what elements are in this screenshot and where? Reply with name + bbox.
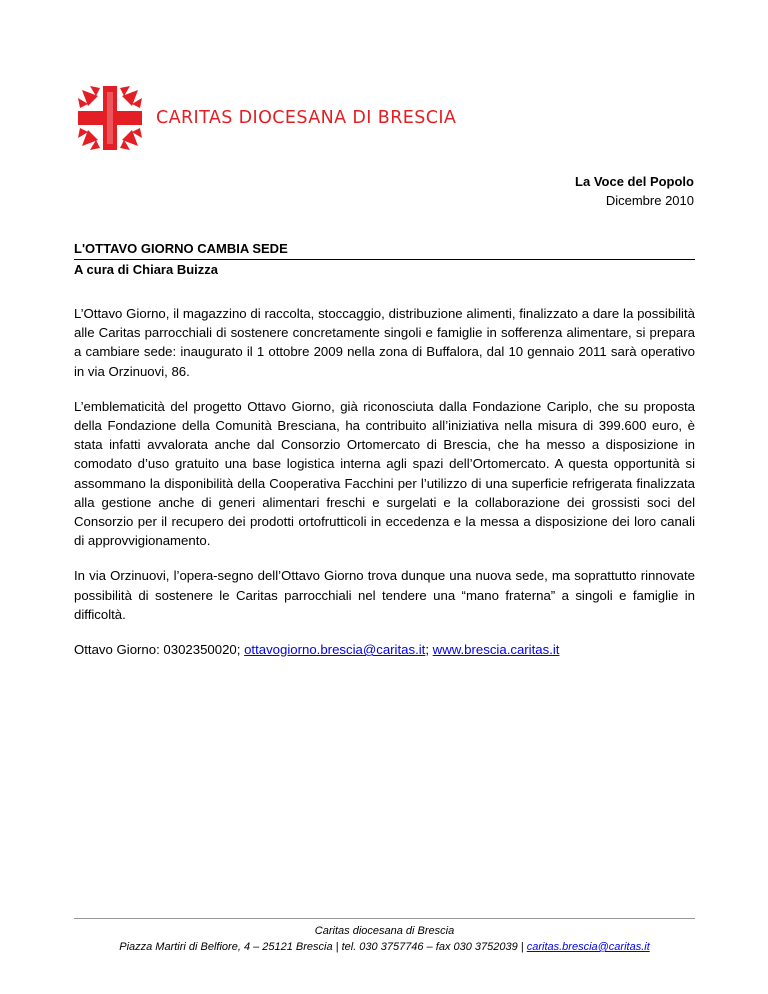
contact-phone: Ottavo Giorno: 0302350020; (74, 642, 245, 658)
paragraph-2: L’emblematicità del progetto Ottavo Giorno, già riconosciuta dalla Fondazione Cariplo, che su proposta della Fondazione della Comunità Bresciana, ha contribuito all’iniziativa nella misura di 399.600 euro, è stata infatti avvalorata anche dal Consorzio Ortomercato di Brescia, che ha messo a disposizione in comodato d’uso gratuito una base logistica interna agli spazi dell’Ortomercato. A questa opportunità si assommano la disponibilità della Cooperativa Facchini per l’utilizzo di una superficie refrigerata finalizzata alla gestione anche di generi alimentari freschi e surgelati e la collaborazione dei grossisti soci del Consorzio per il recupero dei prodotti ortofrutticoli in eccedenza e la messa a disposizione dei loro canali di approvvigionamento. (74, 398, 695, 549)
paragraph-1: L’Ottavo Giorno, il magazzino di raccolta, stoccaggio, distribuzione alimenti, finalizzato a dare la possibilità alle Caritas parrocchiali di sostenere concretamente singoli e famiglie in sofferenza alimentare, si prepara a cambiare sede: inaugurato il 1 ottobre 2009 nella zona di Buffalora, dal 10 gennaio 2011 sarà operativo in via Orzinuovi, 86. (74, 306, 695, 379)
publication-date: Dicembre 2010 (605, 193, 694, 208)
caritas-flame-cross-icon (76, 84, 144, 152)
contact-separator: ; (425, 642, 433, 658)
footer-address (74, 939, 695, 955)
contact-email-link[interactable]: ottavogiorno.brescia@caritas.it (244, 642, 426, 658)
article-author: A cura di Chiara Buizza (74, 262, 218, 277)
footer-email-link[interactable]: caritas.brescia@caritas.it (526, 941, 650, 953)
article-header (74, 239, 695, 279)
contact-line (74, 640, 695, 659)
website-link[interactable]: www.brescia.caritas.it (432, 642, 560, 658)
article-body (74, 304, 695, 675)
footer-address-text: Piazza Martiri di Belfiore, 4 – 25121 Brescia | tel. 030 3757746 – fax 030 3752039 | (119, 941, 527, 953)
publication-name: La Voce del Popolo (575, 174, 694, 189)
page-footer (74, 918, 695, 955)
publication-info (575, 172, 694, 210)
paragraph-3: In via Orzinuovi, l’opera-segno dell’Ottavo Giorno trova dunque una nuova sede, ma soprattutto rinnovate possibilità di sostenere le Caritas parrocchiali nel tendere una “mano fraterna” a singoli e famiglie in difficoltà. (74, 568, 695, 622)
article-title: L'OTTAVO GIORNO CAMBIA SEDE (74, 239, 695, 260)
org-name: CARITAS DIOCESANA DI BRESCIA (156, 108, 457, 128)
caritas-logo (76, 84, 456, 152)
footer-org: Caritas diocesana di Brescia (314, 925, 455, 937)
